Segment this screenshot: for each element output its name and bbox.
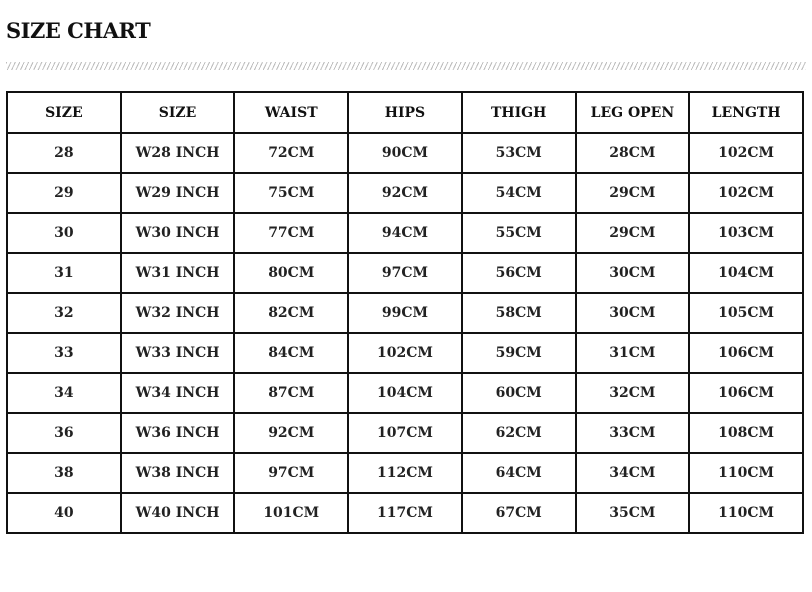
cell-size-inch: W40 INCH: [121, 493, 235, 533]
cell-size-number: 32: [7, 293, 121, 333]
table-row: [7, 173, 803, 213]
cell-size-inch: W30 INCH: [121, 213, 235, 253]
cell-thigh: 55CM: [462, 213, 576, 253]
header-thigh: THIGH: [462, 92, 576, 133]
cell-length: 102CM: [689, 173, 803, 213]
cell-thigh: 58CM: [462, 293, 576, 333]
cell-thigh: 62CM: [462, 413, 576, 453]
cell-hips: 90CM: [348, 133, 462, 173]
table-row: [7, 373, 803, 413]
table-row: [7, 333, 803, 373]
cell-leg-open: 31CM: [576, 333, 690, 373]
cell-leg-open: 33CM: [576, 413, 690, 453]
cell-waist: 84CM: [234, 333, 348, 373]
cell-hips: 117CM: [348, 493, 462, 533]
cell-waist: 101CM: [234, 493, 348, 533]
cell-waist: 87CM: [234, 373, 348, 413]
cell-waist: 77CM: [234, 213, 348, 253]
cell-thigh: 59CM: [462, 333, 576, 373]
cell-leg-open: 32CM: [576, 373, 690, 413]
table-row: [7, 253, 803, 293]
cell-hips: 102CM: [348, 333, 462, 373]
table-header-row: [7, 92, 803, 133]
cell-length: 110CM: [689, 453, 803, 493]
header-leg-open: LEG OPEN: [576, 92, 690, 133]
cell-waist: 80CM: [234, 253, 348, 293]
cell-hips: 112CM: [348, 453, 462, 493]
header-hips: HIPS: [348, 92, 462, 133]
cell-hips: 97CM: [348, 253, 462, 293]
cell-leg-open: 34CM: [576, 453, 690, 493]
cell-size-number: 40: [7, 493, 121, 533]
cell-waist: 72CM: [234, 133, 348, 173]
cell-waist: 92CM: [234, 413, 348, 453]
cell-length: 106CM: [689, 373, 803, 413]
cell-hips: 104CM: [348, 373, 462, 413]
cell-leg-open: 29CM: [576, 173, 690, 213]
table-row: [7, 453, 803, 493]
cell-size-number: 28: [7, 133, 121, 173]
cell-waist: 75CM: [234, 173, 348, 213]
size-chart-table: [6, 91, 804, 534]
cell-leg-open: 30CM: [576, 293, 690, 333]
cell-size-inch: W36 INCH: [121, 413, 235, 453]
cell-hips: 94CM: [348, 213, 462, 253]
cell-hips: 99CM: [348, 293, 462, 333]
cell-length: 102CM: [689, 133, 803, 173]
table-row: [7, 213, 803, 253]
cell-length: 104CM: [689, 253, 803, 293]
header-waist: WAIST: [234, 92, 348, 133]
cell-size-inch: W34 INCH: [121, 373, 235, 413]
table-row: [7, 293, 803, 333]
cell-size-inch: W29 INCH: [121, 173, 235, 213]
cell-leg-open: 30CM: [576, 253, 690, 293]
cell-waist: 97CM: [234, 453, 348, 493]
hatched-divider: [6, 62, 806, 70]
cell-length: 108CM: [689, 413, 803, 453]
cell-size-number: 30: [7, 213, 121, 253]
cell-thigh: 54CM: [462, 173, 576, 213]
cell-size-inch: W32 INCH: [121, 293, 235, 333]
cell-size-inch: W33 INCH: [121, 333, 235, 373]
cell-leg-open: 29CM: [576, 213, 690, 253]
table-row: [7, 413, 803, 453]
cell-thigh: 56CM: [462, 253, 576, 293]
cell-size-number: 31: [7, 253, 121, 293]
cell-size-number: 33: [7, 333, 121, 373]
cell-length: 110CM: [689, 493, 803, 533]
table-body: [7, 133, 803, 533]
cell-size-number: 29: [7, 173, 121, 213]
cell-hips: 107CM: [348, 413, 462, 453]
header-length: LENGTH: [689, 92, 803, 133]
cell-length: 103CM: [689, 213, 803, 253]
cell-thigh: 64CM: [462, 453, 576, 493]
cell-size-inch: W28 INCH: [121, 133, 235, 173]
cell-leg-open: 35CM: [576, 493, 690, 533]
cell-thigh: 60CM: [462, 373, 576, 413]
cell-size-number: 34: [7, 373, 121, 413]
cell-waist: 82CM: [234, 293, 348, 333]
cell-size-inch: W31 INCH: [121, 253, 235, 293]
cell-size-number: 38: [7, 453, 121, 493]
cell-hips: 92CM: [348, 173, 462, 213]
cell-size-inch: W38 INCH: [121, 453, 235, 493]
table-row: [7, 493, 803, 533]
cell-length: 105CM: [689, 293, 803, 333]
cell-leg-open: 28CM: [576, 133, 690, 173]
cell-size-number: 36: [7, 413, 121, 453]
header-size-inch: SIZE: [121, 92, 235, 133]
cell-thigh: 53CM: [462, 133, 576, 173]
page-title: SIZE CHART: [6, 18, 151, 43]
cell-length: 106CM: [689, 333, 803, 373]
header-size-number: SIZE: [7, 92, 121, 133]
table-row: [7, 133, 803, 173]
cell-thigh: 67CM: [462, 493, 576, 533]
